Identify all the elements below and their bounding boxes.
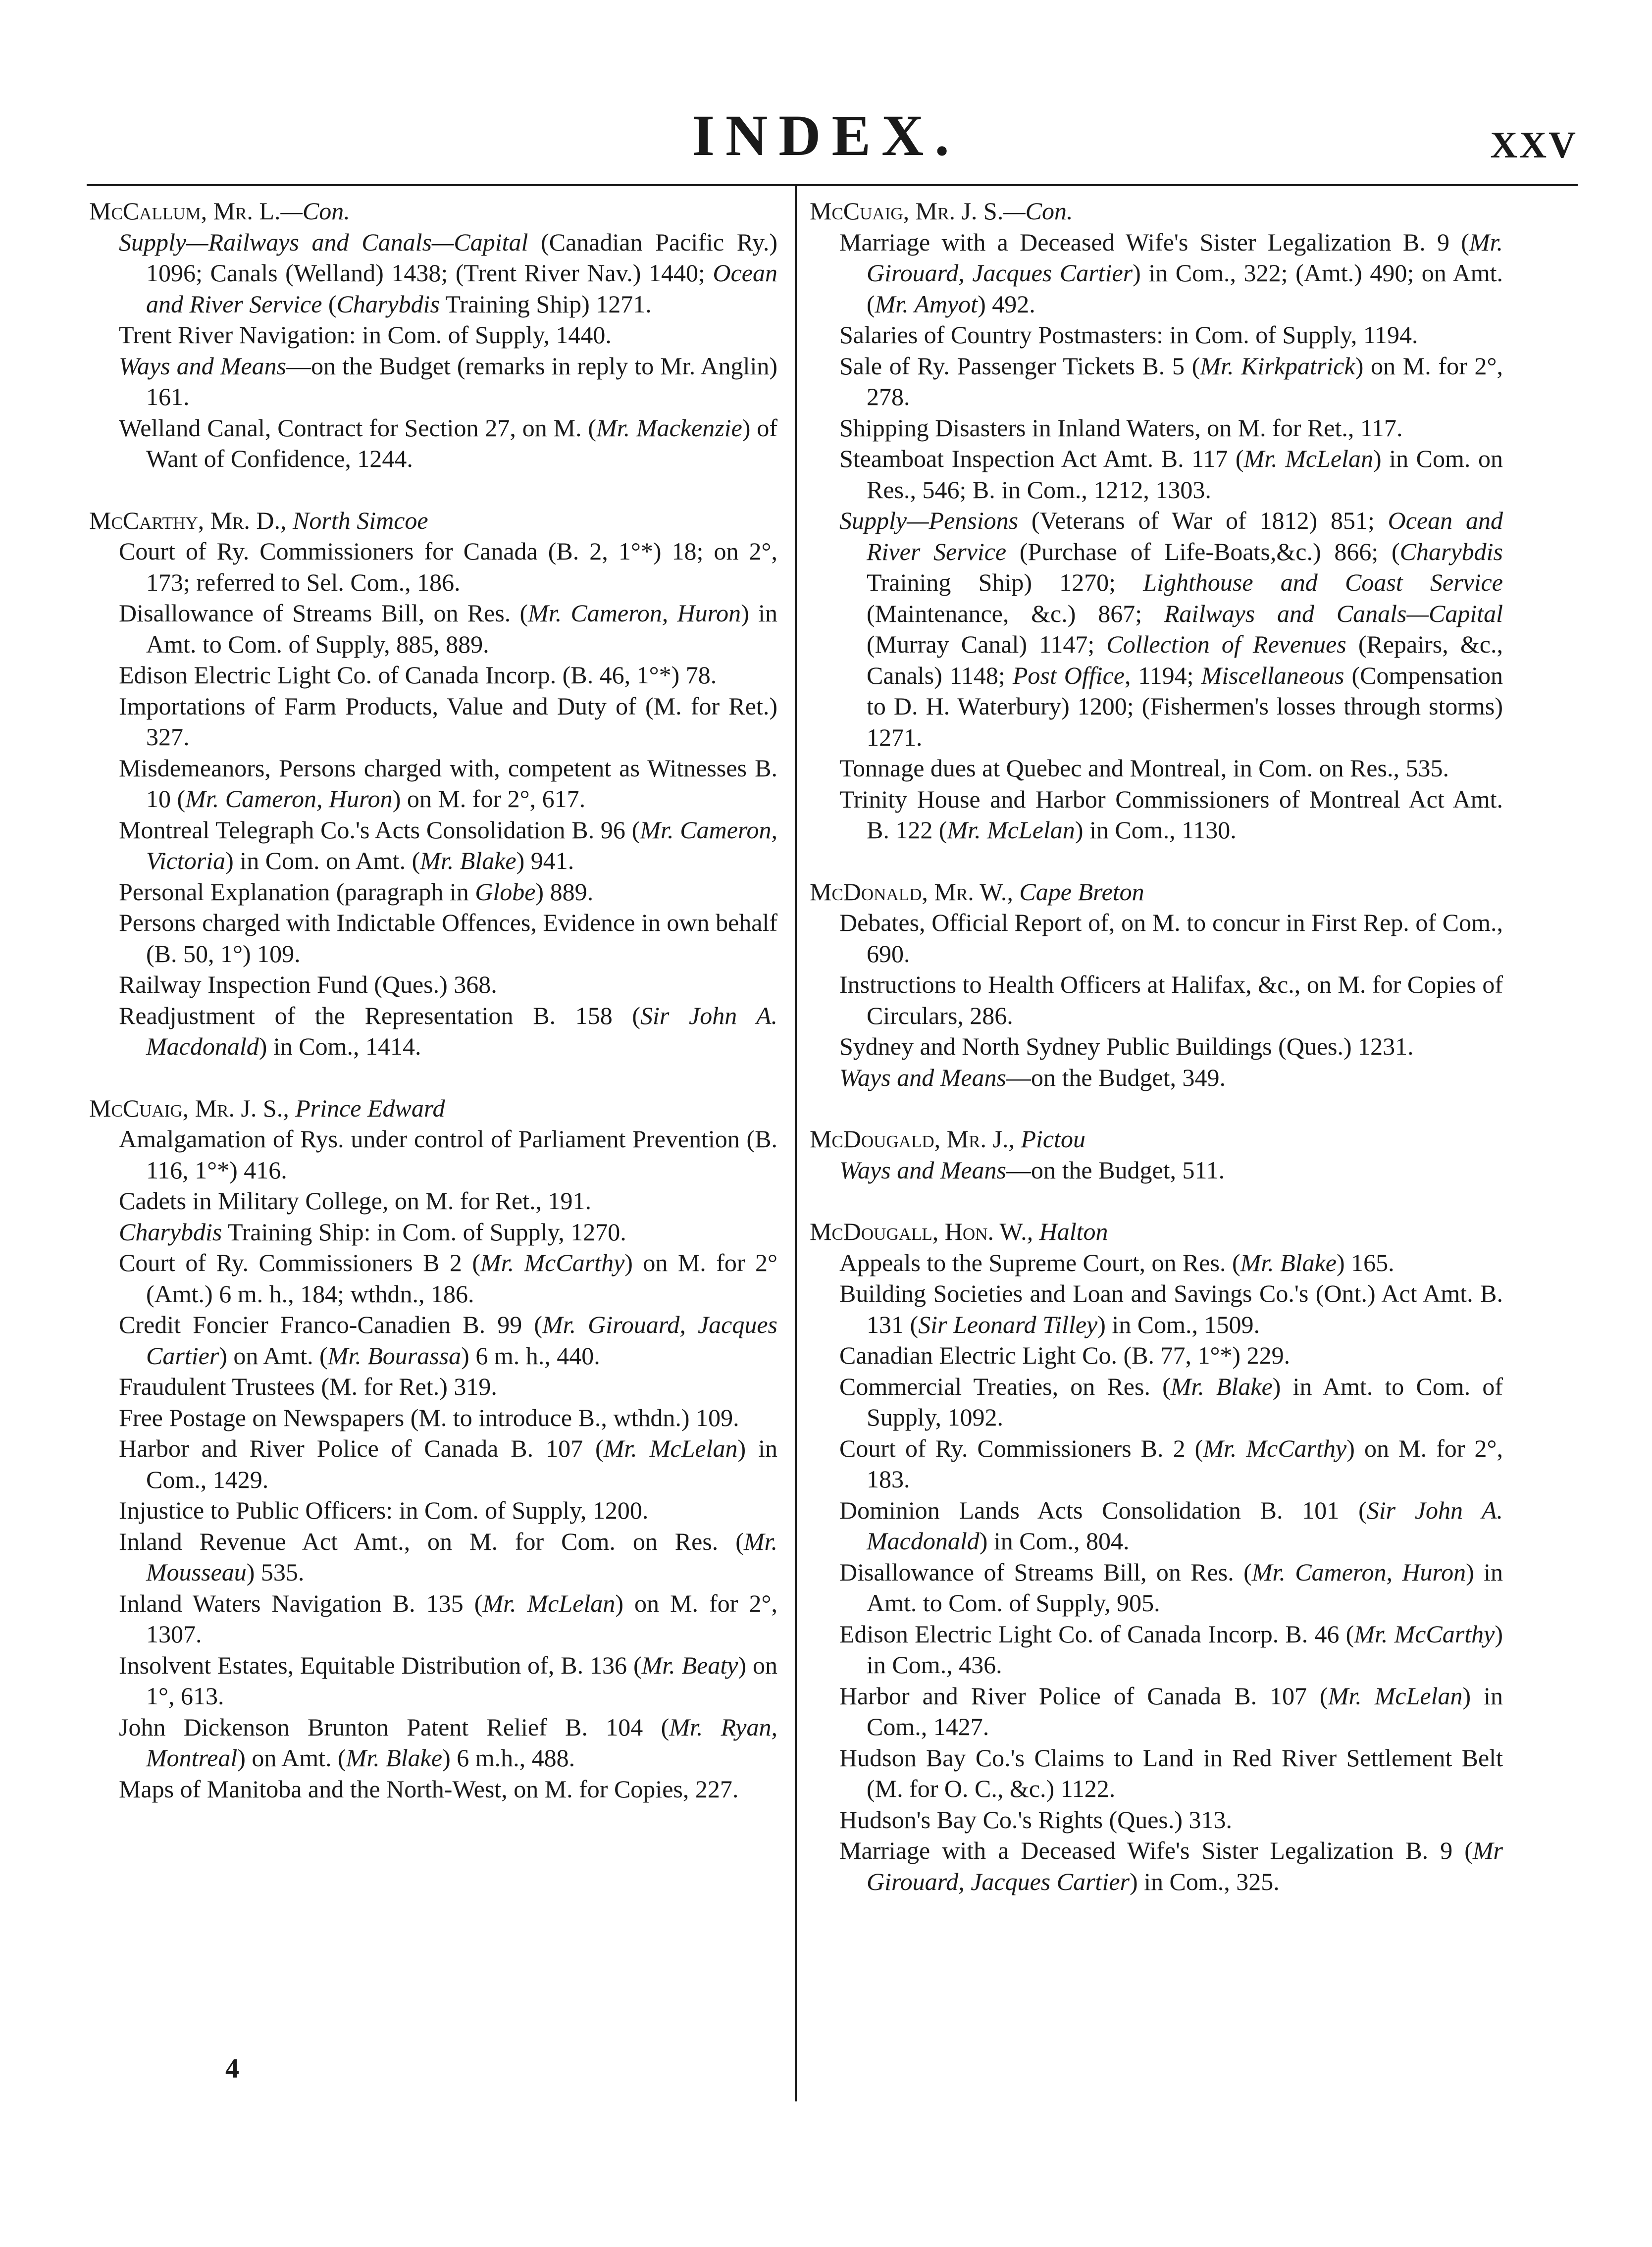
signature-mark: 4 (225, 2053, 239, 2084)
index-heading (89, 196, 777, 227)
index-entry: Disallowance of Streams Bill, on Res. (Mr. Cameron, Huron) in Amt. to Com. of Supply, 905. (839, 1558, 1503, 1617)
index-block (89, 505, 777, 1062)
index-heading (810, 876, 1503, 908)
index-entry: Ways and Means—on the Budget, 511. (839, 1156, 1225, 1184)
index-entry: Supply—Railways and Canals—Capital (Canadian Pacific Ry.) 1096; Canals (Welland) 1438; (Trent River Nav.) 1440; Ocean and River Service (Charybdis Training Ship) 1271. (119, 228, 777, 318)
page-number: XXV (1490, 124, 1578, 166)
index-entry: Trinity House and Harbor Commissioners of Montreal Act Amt. B. 122 (Mr. McLelan) in Com., 1130. (839, 785, 1503, 844)
index-entry: Commercial Treaties, on Res. (Mr. Blake) in Amt. to Com. of Supply, 1092. (839, 1372, 1503, 1431)
page-title: INDEX. (692, 103, 960, 168)
index-entry: Sale of Ry. Passenger Tickets B. 5 (Mr. Kirkpatrick) on M. for 2°, 278. (839, 352, 1503, 410)
member-name: McCuaig, Mr. J. S. (89, 1094, 283, 1122)
index-entry: Court of Ry. Commissioners B. 2 (Mr. McCarthy) on M. for 2°, 183. (839, 1434, 1503, 1493)
index-entry: Steamboat Inspection Act Amt. B. 117 (Mr. McLelan) in Com. on Res., 546; B. in Com., 1212, 1303. (839, 445, 1503, 504)
index-entry: Salaries of Country Postmasters: in Com. of Supply, 1194. (839, 321, 1418, 349)
index-block (89, 1093, 777, 1805)
member-constituency: , Cape Breton (1007, 877, 1144, 906)
index-entry: Inland Waters Navigation B. 135 (Mr. McLelan) on M. for 2°, 1307. (119, 1589, 777, 1648)
index-block (810, 1216, 1503, 1897)
index-entry: Ways and Means—on the Budget, 349. (839, 1063, 1226, 1091)
index-block (810, 196, 1503, 846)
index-entry: Cadets in Military College, on M. for Ret., 191. (119, 1187, 592, 1215)
index-block (810, 876, 1503, 1093)
index-entry: Sydney and North Sydney Public Buildings (Ques.) 1231. (839, 1032, 1414, 1060)
member-constituency: , Pictou (1008, 1125, 1085, 1153)
index-entry: Credit Foncier Franco-Canadien B. 99 (Mr. Girouard, Jacques Cartier) on Amt. (Mr. Bourassa) 6 m. h., 440. (119, 1311, 777, 1370)
index-column-left (89, 196, 777, 1804)
index-heading (810, 1124, 1503, 1155)
index-entry: John Dickenson Brunton Patent Relief B. 104 (Mr. Ryan, Montreal) on Amt. (Mr. Blake) 6 m.h., 488. (119, 1713, 777, 1772)
index-entry: Maps of Manitoba and the North-West, on M. for Copies, 227. (119, 1775, 739, 1803)
index-heading (89, 505, 777, 536)
index-entry: Importations of Farm Products, Value and Duty of (M. for Ret.) 327. (119, 692, 777, 751)
index-entry: Appeals to the Supreme Court, on Res. (Mr. Blake) 165. (839, 1248, 1394, 1277)
index-entry: Welland Canal, Contract for Section 27, on M. (Mr. Mackenzie) of Want of Confidence, 1244. (119, 413, 777, 472)
index-entry: Insolvent Estates, Equitable Distribution of, B. 136 (Mr. Beaty) on 1°, 613. (119, 1651, 777, 1710)
index-entry: Edison Electric Light Co. of Canada Incorp. B. 46 (Mr. McCarthy) in Com., 436. (839, 1620, 1503, 1679)
index-entry: Free Postage on Newspapers (M. to introduce B., wthdn.) 109. (119, 1403, 739, 1431)
index-heading (810, 1216, 1503, 1247)
index-entry: Readjustment of the Representation B. 158 (Sir John A. Macdonald) in Com., 1414. (119, 1001, 778, 1060)
index-entry: Building Societies and Loan and Savings Co.'s (Ont.) Act Amt. B. 131 (Sir Leonard Tilley) in Com., 1509. (839, 1279, 1503, 1338)
index-entry: Harbor and River Police of Canada B. 107 (Mr. McLelan) in Com., 1429. (119, 1434, 777, 1493)
member-name: McCarthy, Mr. D. (89, 506, 281, 534)
index-entry: Injustice to Public Officers: in Com. of Supply, 1200. (119, 1496, 649, 1524)
index-entry: Hudson Bay Co.'s Claims to Land in Red River Settlement Belt (M. for O. C., &c.) 1122. (839, 1743, 1503, 1802)
index-entry: Misdemeanors, Persons charged with, competent as Witnesses B. 10 (Mr. Cameron, Huron) on M. for 2°, 617. (119, 754, 777, 813)
index-entry: Harbor and River Police of Canada B. 107 (Mr. McLelan) in Com., 1427. (839, 1682, 1503, 1740)
index-entry: Court of Ry. Commissioners for Canada (B. 2, 1°*) 18; on 2°, 173; referred to Sel. Com., 186. (119, 537, 777, 596)
index-block (810, 1124, 1503, 1185)
index-block (89, 196, 777, 474)
index-heading (89, 1093, 777, 1124)
member-constituency: —Con. (280, 197, 350, 225)
member-constituency: , North Simcoe (280, 506, 428, 534)
member-name: McDougall, Hon. W. (810, 1218, 1027, 1245)
member-name: McDonald, Mr. W. (810, 877, 1007, 906)
index-entry: Instructions to Health Officers at Halifax, &c., on M. for Copies of Circulars, 286. (839, 970, 1503, 1029)
index-entry: Supply—Pensions (Veterans of War of 1812) 851; Ocean and River Service (Purchase of Life-Boats,&c.) 866; (Charybdis Training Ship) 1270; Lighthouse and Coast Service (Maintenance, &c.) 867; Railways and Canals—Capital (Murray Canal) 1147; Collection of Revenues (Repairs, &c., Canals) 1148; Post Office, 1194; Miscellaneous (Compensation to D. H. Waterbury) 1200; (Fishermen's losses through storms) 1271. (839, 507, 1503, 751)
index-entry: Hudson's Bay Co.'s Rights (Ques.) 313. (839, 1805, 1233, 1834)
member-constituency: —Con. (1003, 197, 1073, 225)
column-divider (795, 185, 797, 2101)
index-entry: Disallowance of Streams Bill, on Res. (Mr. Cameron, Huron) in Amt. to Com. of Supply, 885, 889. (119, 599, 777, 658)
index-entry: Marriage with a Deceased Wife's Sister Legalization B. 9 (Mr Girouard, Jacques Cartier) in Com., 325. (839, 1837, 1503, 1895)
index-entry: Marriage with a Deceased Wife's Sister Legalization B. 9 (Mr. Girouard, Jacques Cartier) in Com., 322; (Amt.) 490; on Amt. (Mr. Amyot) 492. (839, 228, 1503, 318)
index-entry: Trent River Navigation: in Com. of Supply, 1440. (119, 321, 612, 349)
index-heading (810, 196, 1503, 227)
index-entry: Persons charged with Indictable Offences, Evidence in own behalf (B. 50, 1°) 109. (119, 909, 777, 968)
index-entry: Montreal Telegraph Co.'s Acts Consolidation B. 96 (Mr. Cameron, Victoria) in Com. on Amt. (Mr. Blake) 941. (119, 816, 777, 874)
index-entry: Personal Explanation (paragraph in Globe) 889. (119, 877, 594, 906)
index-entry: Court of Ry. Commissioners B 2 (Mr. McCarthy) on M. for 2° (Amt.) 6 m. h., 184; wthdn., 186. (119, 1249, 778, 1308)
index-column-right (810, 196, 1503, 1897)
member-constituency: , Prince Edward (283, 1094, 445, 1122)
index-entry: Tonnage dues at Quebec and Montreal, in Com. on Res., 535. (839, 754, 1449, 782)
index-entry: Canadian Electric Light Co. (B. 77, 1°*) 229. (839, 1341, 1291, 1369)
index-entry: Inland Revenue Act Amt., on M. for Com. on Res. (Mr. Mousseau) 535. (119, 1527, 777, 1586)
member-name: McCuaig, Mr. J. S. (810, 197, 1004, 225)
index-entry: Dominion Lands Acts Consolidation B. 101 (Sir John A. Macdonald) in Com., 804. (839, 1496, 1503, 1555)
index-entry: Amalgamation of Rys. under control of Parliament Prevention (B. 116, 1°*) 416. (119, 1125, 777, 1184)
index-entry: Edison Electric Light Co. of Canada Incorp. (B. 46, 1°*) 78. (119, 661, 717, 689)
member-constituency: , Halton (1027, 1218, 1108, 1245)
index-entry: Charybdis Training Ship: in Com. of Supply, 1270. (119, 1218, 626, 1246)
index-entry: Ways and Means—on the Budget (remarks in reply to Mr. Anglin) 161. (119, 352, 777, 410)
index-entry: Shipping Disasters in Inland Waters, on M. for Ret., 117. (839, 413, 1403, 442)
index-entry: Fraudulent Trustees (M. for Ret.) 319. (119, 1373, 497, 1400)
index-entry: Railway Inspection Fund (Ques.) 368. (119, 970, 497, 998)
member-name: McCallum, Mr. L. (89, 197, 281, 225)
header-rule (87, 184, 1578, 186)
index-entry: Debates, Official Report of, on M. to concur in First Rep. of Com., 690. (839, 909, 1503, 968)
member-name: McDougald, Mr. J. (810, 1125, 1009, 1153)
